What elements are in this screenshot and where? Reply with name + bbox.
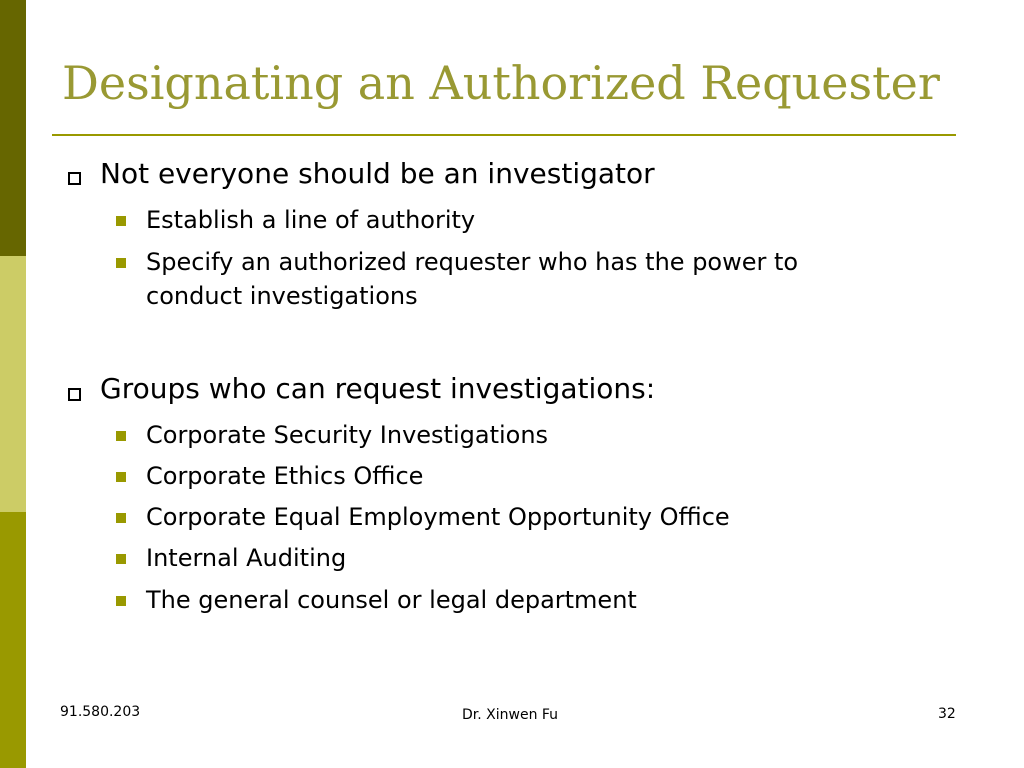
sidebar-segment-middle <box>0 256 26 512</box>
sidebar-accent <box>0 0 26 768</box>
square-bullet-icon <box>116 216 126 226</box>
square-bullet-icon <box>116 472 126 482</box>
square-bullet-icon <box>116 431 126 441</box>
sub-bullet-item: Corporate Ethics Office <box>146 462 424 490</box>
footer-page-number: 32 <box>938 706 956 722</box>
footer-author: Dr. Xinwen Fu <box>462 707 559 723</box>
sub-bullet-item: Specify an authorized requester who has the power to <box>146 248 799 276</box>
sub-bullet-item: Internal Auditing <box>146 544 347 572</box>
sub-bullet-item: Corporate Equal Employment Opportunity Office <box>146 503 730 531</box>
sub-bullet-item: Establish a line of authority <box>146 206 476 234</box>
hollow-square-bullet-icon <box>68 388 81 401</box>
sidebar-segment-bottom <box>0 512 26 768</box>
sub-bullet-item: The general counsel or legal department <box>146 586 637 614</box>
square-bullet-icon <box>116 554 126 564</box>
bullet-item: Groups who can request investigations: <box>100 372 656 405</box>
square-bullet-icon <box>116 258 126 268</box>
title-underline <box>52 134 956 136</box>
footer-course-number: 91.580.203 <box>60 704 141 720</box>
sub-bullet-item-continuation: conduct investigations <box>146 282 418 310</box>
sidebar-segment-top <box>0 0 26 256</box>
slide-title: Designating an Authorized Requester <box>62 56 940 110</box>
square-bullet-icon <box>116 596 126 606</box>
sub-bullet-item: Corporate Security Investigations <box>146 421 549 449</box>
square-bullet-icon <box>116 513 126 523</box>
bullet-item: Not everyone should be an investigator <box>100 157 655 190</box>
hollow-square-bullet-icon <box>68 172 81 185</box>
